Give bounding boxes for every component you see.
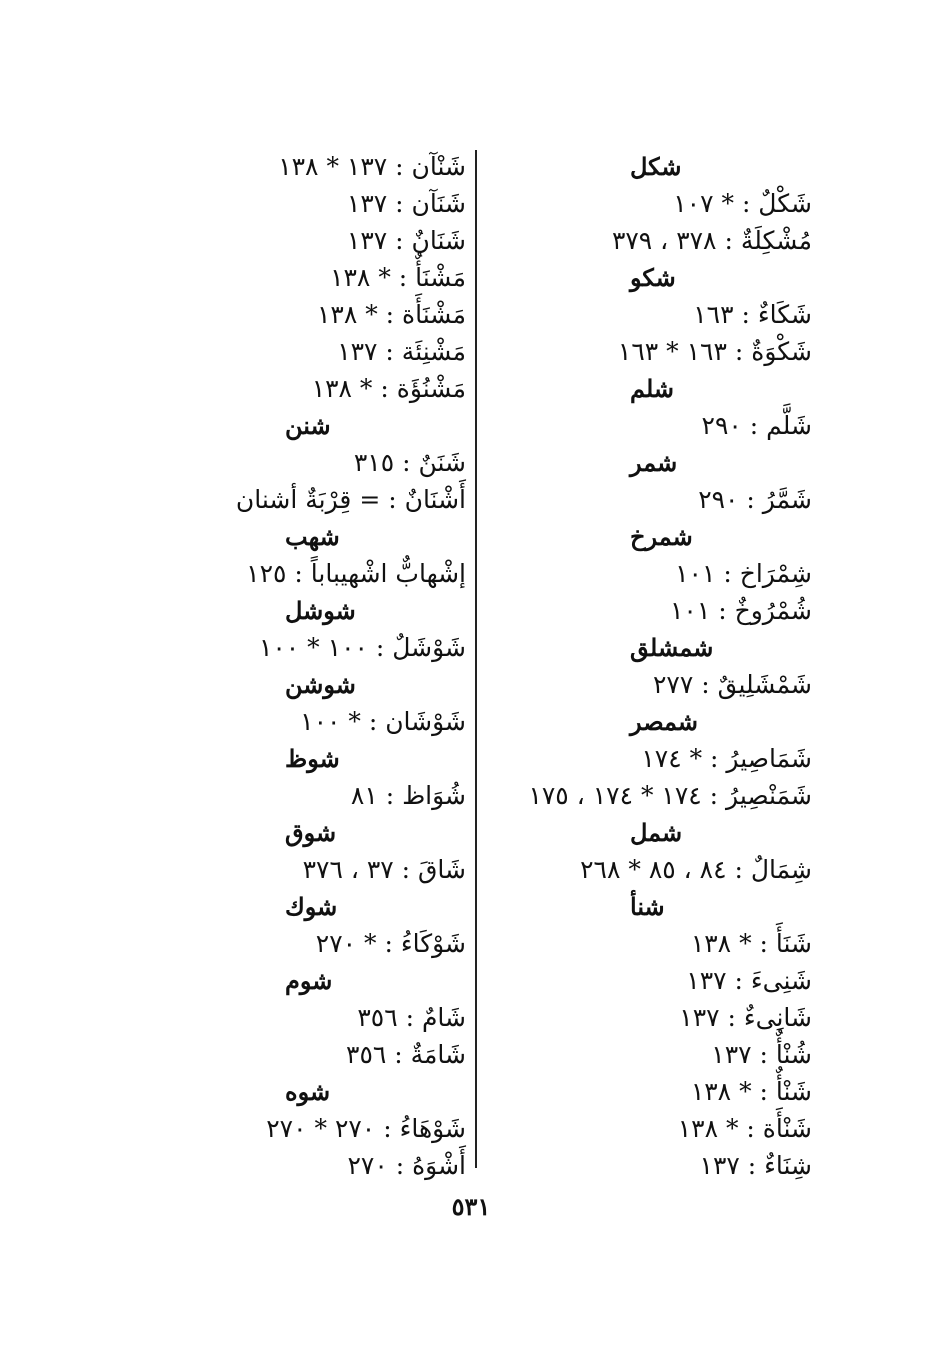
root-heading: شوق: [285, 818, 337, 847]
root-heading: شوشن: [285, 670, 356, 699]
root-heading: شمرخ: [630, 522, 693, 551]
index-entry: شَامٌ : ٣٥٦: [357, 1003, 466, 1032]
root-heading: شمشلق: [630, 633, 714, 662]
index-entry: شِمْرَاخ : ١٠١: [675, 559, 812, 588]
index-entry: شِمَالٌ : ٨٤ ، ٨٥ * ٢٦٨: [580, 855, 812, 884]
root-heading: شمر: [630, 448, 678, 477]
index-entry: شَنِىءَ : ١٣٧: [686, 966, 812, 995]
index-entry: إشْهابٌّ اشْهيباباً : ١٢٥: [246, 559, 466, 588]
index-entry: شِنَاءٌ : ١٣٧: [699, 1151, 812, 1180]
index-entry: شَوْشَلٌ : ١٠٠ * ١٠٠: [258, 633, 466, 662]
index-entry: شَكْوَةٌ : ١٦٣ * ١٦٣: [617, 337, 812, 366]
root-heading: شوك: [285, 892, 338, 921]
index-entry: مُشْكِلَةٌ : ٣٧٨ ، ٣٧٩: [611, 226, 812, 255]
root-heading: شوظ: [285, 744, 340, 773]
index-entry: مَشْنُؤَة : * ١٣٨: [311, 374, 466, 403]
root-heading: شمل: [630, 818, 683, 847]
root-heading: شلم: [630, 374, 675, 403]
index-entry: شَنَنٌ : ٣١٥: [353, 448, 466, 477]
index-entry: شَمَاصِيرُ : * ١٧٤: [641, 744, 812, 773]
root-heading: شكو: [630, 263, 676, 292]
index-entry: شَامَةٌ : ٣٥٦: [346, 1040, 466, 1069]
index-entry: مَشْنَأٌ : * ١٣٨: [330, 263, 466, 292]
root-heading: شوم: [285, 966, 333, 995]
index-entry: شُوَاظ : ٨١: [350, 781, 466, 810]
index-entry: شَنَأَ : * ١٣٨: [690, 929, 812, 958]
root-heading: شوه: [285, 1077, 331, 1106]
index-entry: شَلَّم : ٢٩٠: [701, 411, 812, 440]
index-entry: مَشْنَأَة : * ١٣٨: [316, 300, 466, 329]
index-entry: شَاقَ : ٣٧ ، ٣٧٦: [302, 855, 466, 884]
index-entry: شُنْأٌ : ١٣٧: [711, 1040, 812, 1069]
root-heading: شهب: [285, 522, 340, 551]
index-entry: شَمَنْصِيرُ : ١٧٤ * ١٧٤ ، ١٧٥: [528, 781, 812, 810]
root-heading: شكل: [630, 152, 682, 181]
index-entry: مَشْنِئَة : ١٣٧: [337, 337, 466, 366]
index-column-right: [480, 148, 812, 1184]
index-entry: شَوْشَان : * ١٠٠: [300, 707, 466, 736]
index-entry: شَكَاءٌ : ١٦٣: [693, 300, 812, 329]
root-heading: شنأ: [630, 892, 665, 921]
root-heading: شنن: [285, 411, 331, 440]
root-heading: شمصر: [630, 707, 699, 736]
index-entry: شُمْرُوخٌ : ١٠١: [669, 596, 812, 625]
column-divider: [475, 150, 477, 1168]
index-entry: شَكْلٌ : * ١٠٧: [673, 189, 812, 218]
index-entry: شَوْهَاءُ : ٢٧٠ * ٢٧٠: [266, 1114, 466, 1143]
index-column-left: [140, 148, 466, 1184]
index-entry: شَنْأَة : * ١٣٨: [677, 1114, 812, 1143]
index-entry: شَنْآن : ١٣٧ * ١٣٨: [278, 152, 466, 181]
index-entry: شَنَانٌ : ١٣٧: [346, 226, 466, 255]
index-entry: شَمْشَلِيقٌ : ٢٧٧: [653, 670, 812, 699]
index-entry: شَنَآن : ١٣٧: [346, 189, 466, 218]
index-entry: شَانِىءٌ : ١٣٧: [679, 1003, 812, 1032]
root-heading: شوشل: [285, 596, 356, 625]
index-entry: أَشْوَهُ : ٢٧٠: [347, 1151, 466, 1180]
index-entry: أَشْنَانٌ : = قِرْبَةٌ أشنان: [235, 485, 466, 514]
page-number: ٥٣١: [451, 1192, 491, 1221]
index-entry: شَمَّرُ : ٢٩٠: [698, 485, 812, 514]
index-entry: شَوْكَاءُ : * ٢٧٠: [315, 929, 466, 958]
index-entry: شَنْأٌ : * ١٣٨: [690, 1077, 812, 1106]
